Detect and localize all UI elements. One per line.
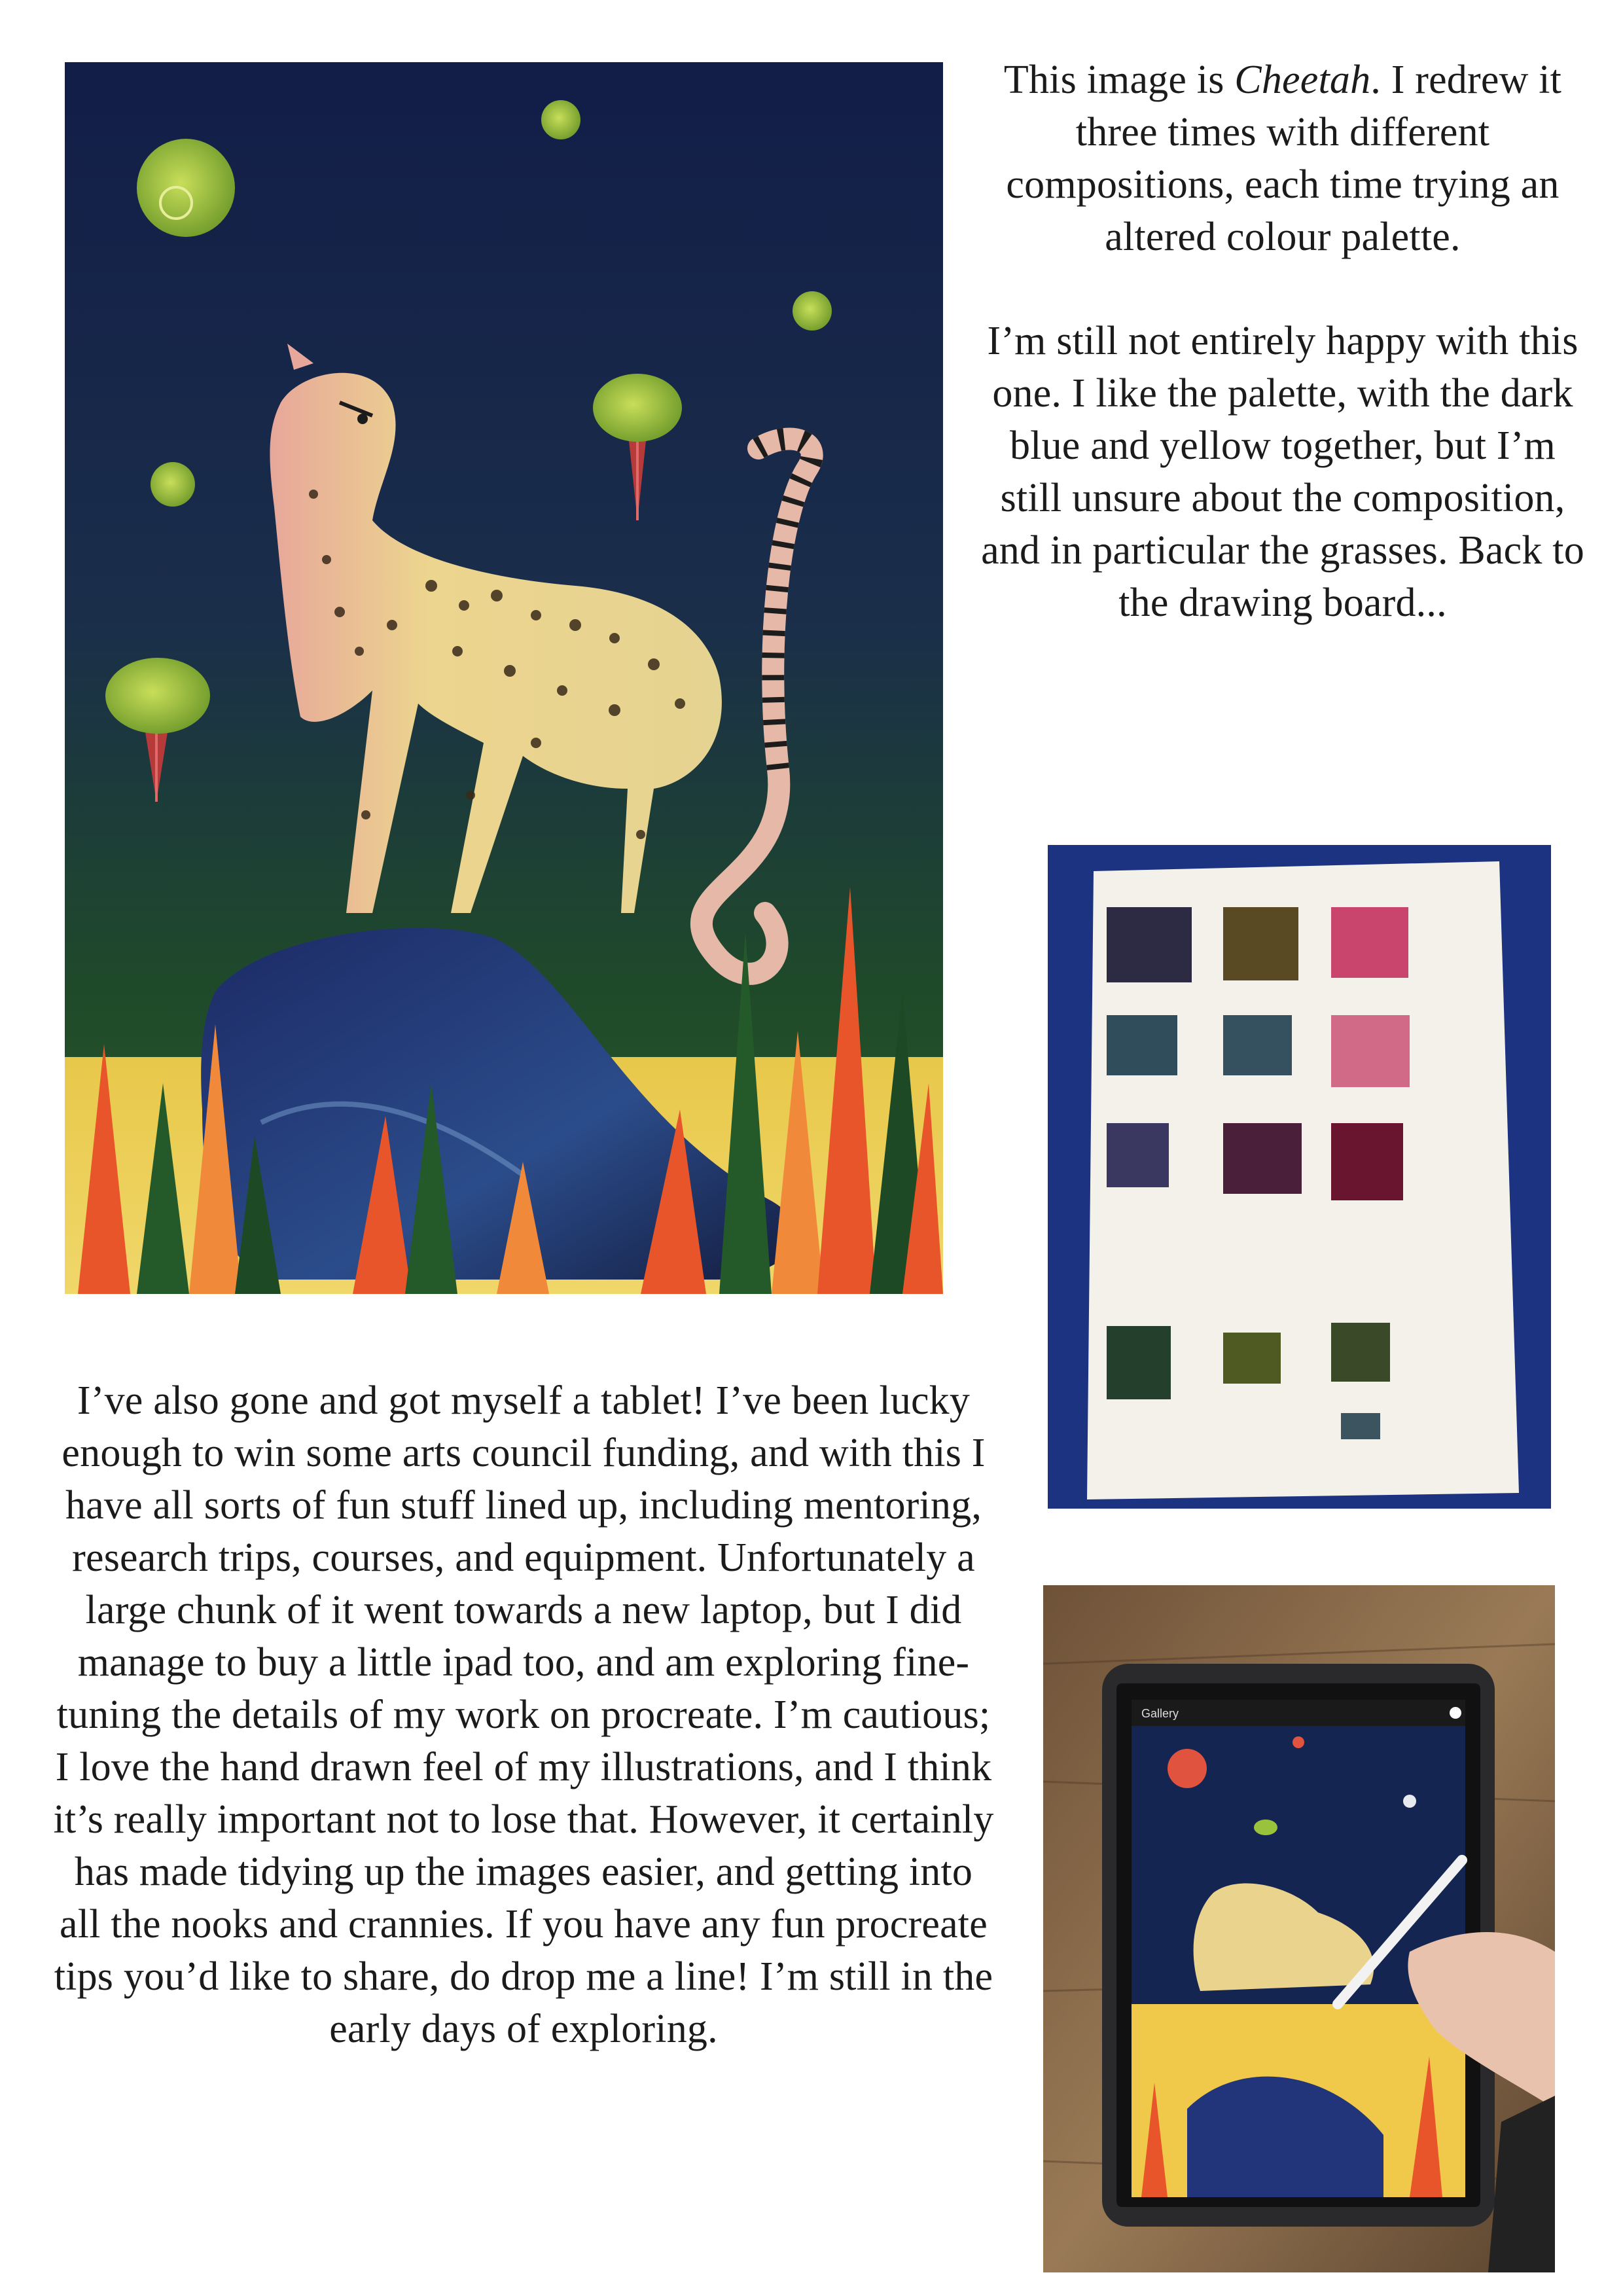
body-paragraph: I’ve also gone and got myself a tablet! I’ve been lucky enough to win some arts council funding, and with this I have all sorts of fun stuff lined up, including mentoring, research trips, courses, and equipment. Unfortunately a large chunk of it went towards a new laptop, but I did manage to buy a little ipad too, and am exploring fine-tuning the details of my work on procreate. I’m cautious; I love the hand drawn feel of my illustrations, and I think it’s really important not to lose that. However, it certainly has made tidying up the images easier, and getting into all the nooks and crannies. If you have any fun procreate tips you’d like to share, do drop me a line! I’m still in the early days of exploring. [53,1378,994,2051]
swatch-2 [1223,907,1298,980]
intro-paragraph-2: I’m still not entirely happy with this one. I like the palette, with the dark blue and yellow together, but I’m still unsure about the composition, and in particular the grasses. Back to the drawing board... [981,319,1584,625]
swatch-1 [1107,907,1192,982]
swatch-4 [1107,1015,1177,1075]
swatch-13 [1341,1413,1380,1439]
body-text [52,1374,995,2055]
swatch-5 [1223,1015,1292,1075]
swatch-9 [1331,1123,1403,1200]
swatch-7 [1107,1123,1169,1187]
intro-paragraph-1 [975,54,1590,263]
swatch-12 [1331,1323,1390,1382]
colour-swatches-photo [1048,845,1551,1509]
artwork-title: Cheetah [1234,58,1371,102]
intro-p1-before: This image is [1003,58,1235,102]
swatch-3 [1331,907,1408,978]
swatch-10 [1107,1326,1171,1399]
swatch-11 [1223,1333,1281,1384]
cheetah-painting [65,62,943,1294]
swatch-6 [1331,1015,1410,1087]
intro-text [975,54,1590,629]
intro-p1-after: . I redrew it three times with different compositions, each time trying an altered colour palette. [1006,58,1562,259]
swatch-8 [1223,1123,1302,1194]
tablet-photo [1043,1585,1555,2272]
gallery-label[interactable]: Gallery [1141,1707,1179,1720]
